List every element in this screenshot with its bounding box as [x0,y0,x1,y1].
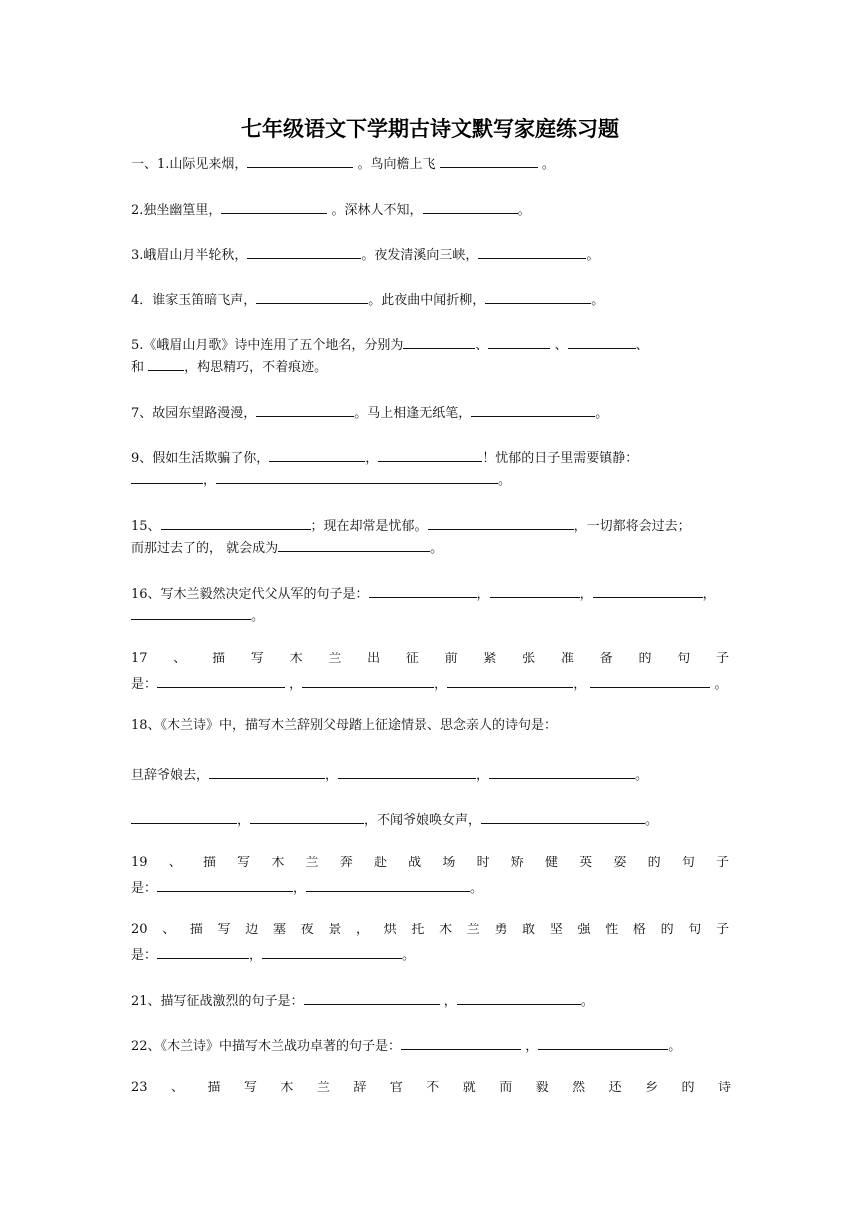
question-16: 16、写木兰毅然决定代父从军的句子是： ， ， ， [131,584,729,602]
blank[interactable] [131,606,251,620]
blank[interactable] [447,674,573,688]
blank[interactable] [403,335,475,349]
blank[interactable] [269,448,365,462]
blank[interactable] [306,878,470,892]
blank[interactable] [590,674,710,688]
question-15-line2: 而那过去了的， 就会成为 。 [131,538,729,556]
blank[interactable] [302,674,434,688]
blank[interactable] [278,538,430,552]
blank[interactable] [490,584,580,598]
blank[interactable] [216,470,498,484]
question-2: 2.独坐幽篁里， 。深林人不知， 。 [131,200,729,218]
blank[interactable] [304,991,440,1005]
question-19: 19、描写木兰奔赴战场时矫健英姿的句子 [131,856,729,870]
question-7: 7、故园东望路漫漫， 。马上相逢无纸笔， 。 [131,403,729,421]
blank[interactable] [457,991,581,1005]
blank[interactable] [221,200,327,214]
blank[interactable] [256,290,368,304]
question-9-line2: ， 。 [131,470,729,488]
blank[interactable] [250,810,364,824]
question-22: 22、《木兰诗》中描写木兰战功卓著的句子是： ， 。 [131,1036,729,1054]
blank[interactable] [209,765,325,779]
blank[interactable] [131,810,237,824]
blank[interactable] [247,245,361,259]
blank[interactable] [440,154,538,168]
question-23: 23、描写木兰辞官不就而毅然还乡的诗 [131,1081,731,1095]
page-title: 七年级语文下学期古诗文默写家庭练习题 [241,116,619,141]
blank[interactable] [256,403,354,417]
question-18: 18、《木兰诗》中，描写木兰辞别父母踏上征途情景、思念亲人的诗句是： [131,718,558,733]
blank[interactable] [568,335,636,349]
question-18-line3: ， ，不闻爷娘唤女声， 。 [131,810,729,828]
blank[interactable] [157,674,285,688]
question-18-line2: 旦辞爷娘去， ， ， 。 [131,765,729,783]
blank[interactable] [538,1036,668,1050]
question-19-line2: 是： ， 。 [131,878,729,896]
blank[interactable] [401,1036,521,1050]
question-16-line2: 。 [131,606,729,624]
question-20-line2: 是： ， 。 [131,945,729,963]
blank[interactable] [161,516,311,530]
question-17: 17、描写木兰出征前紧张准备的句子 [131,652,729,666]
blank[interactable] [338,765,476,779]
blank[interactable] [423,200,518,214]
blank[interactable] [378,448,482,462]
question-1: 一、1.山际见来烟， 。鸟向檐上飞 。 [131,154,729,172]
question-4: 4．谁家玉笛暗飞声， 。此夜曲中闻折柳， 。 [131,290,729,308]
blank[interactable] [247,154,353,168]
blank[interactable] [471,403,595,417]
question-5: 5.《峨眉山月歌》诗中连用了五个地名，分别为 、 、 、 [131,335,729,353]
blank[interactable] [481,810,645,824]
blank[interactable] [488,335,550,349]
blank[interactable] [369,584,477,598]
question-20: 20、描写边塞夜景，烘托木兰勇敢坚强性格的句子 [131,923,729,937]
blank[interactable] [428,516,574,530]
blank[interactable] [131,470,203,484]
question-15: 15、 ；现在却常是忧郁。 ，一切都将会过去； [131,516,729,534]
blank[interactable] [157,878,293,892]
question-17-line2: 是： ， ， ， 。 [131,674,729,692]
blank[interactable] [262,945,402,959]
blank[interactable] [148,357,184,371]
question-5-line2: 和 ，构思精巧，不着痕迹。 [131,357,729,375]
question-3: 3.峨眉山月半轮秋， 。夜发清溪向三峡， 。 [131,245,729,263]
blank[interactable] [157,945,249,959]
question-21: 21、描写征战激烈的句子是： ， 。 [131,991,729,1009]
blank[interactable] [593,584,703,598]
blank[interactable] [478,245,586,259]
blank[interactable] [489,765,635,779]
blank[interactable] [485,290,591,304]
question-9: 9、假如生活欺骗了你， ， ！忧郁的日子里需要镇静： [131,448,729,466]
